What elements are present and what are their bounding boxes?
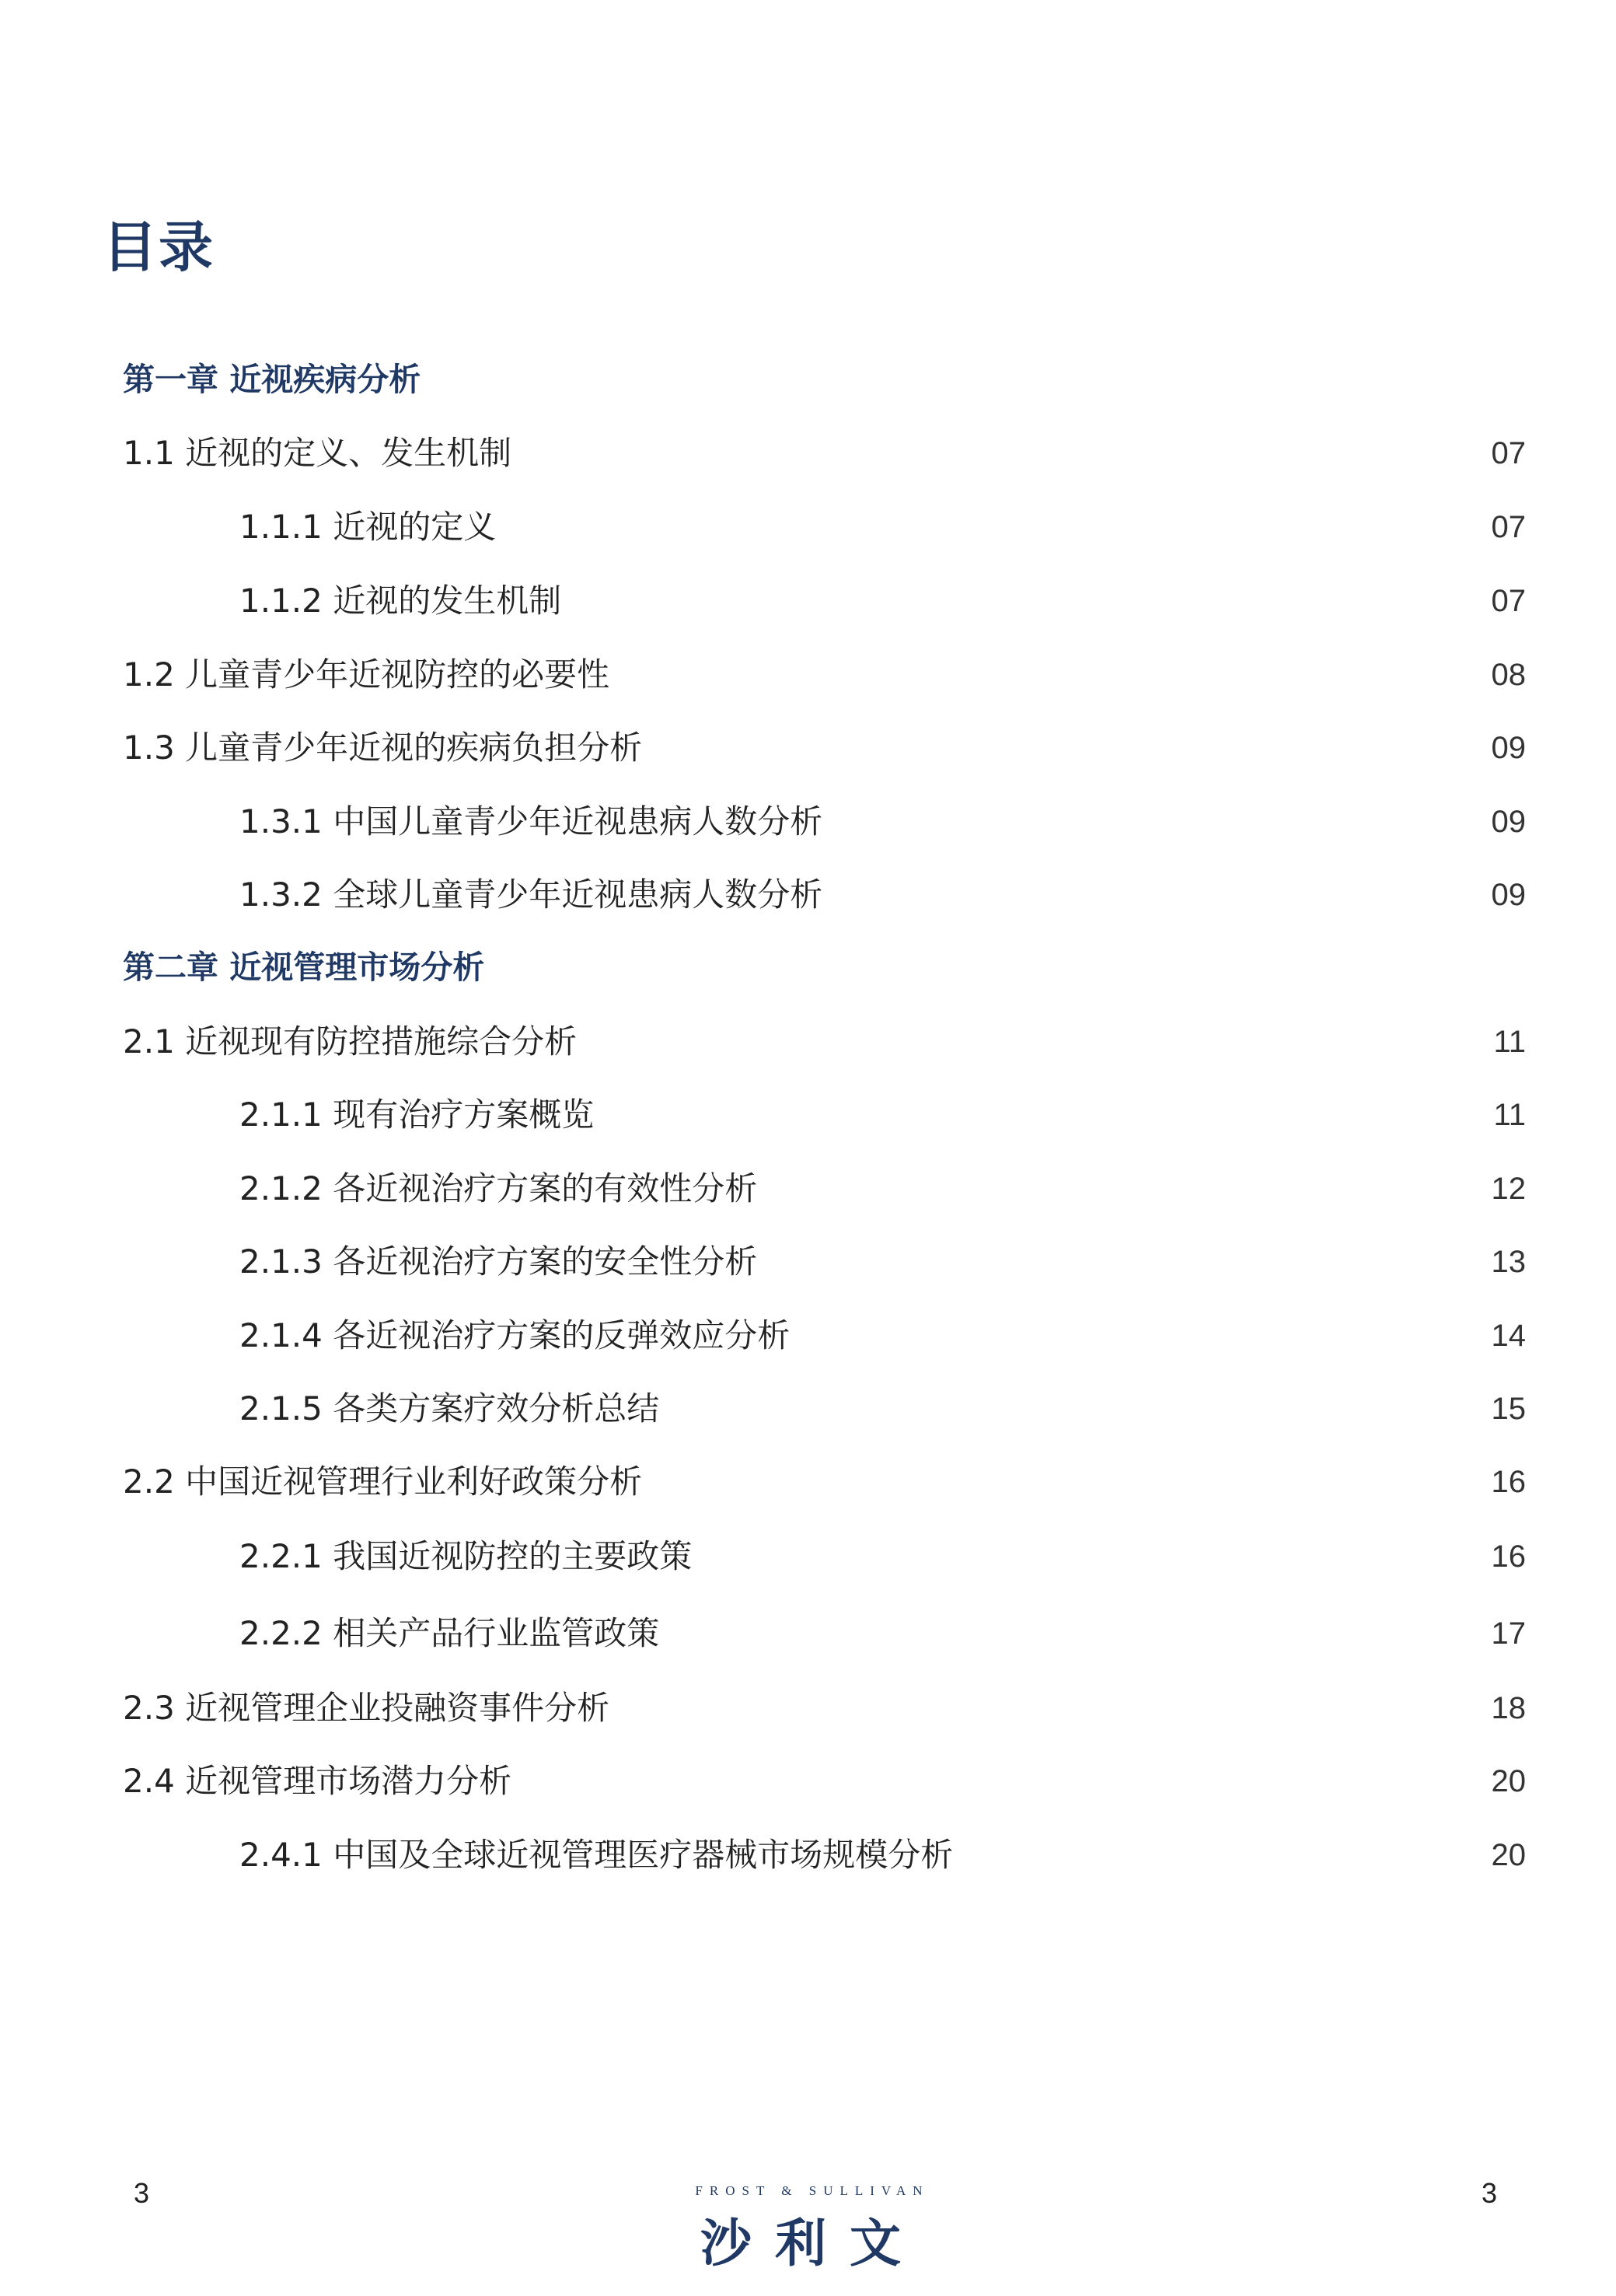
- toc-label: 2.1.3 各近视治疗方案的安全性分析: [239, 1242, 758, 1281]
- toc-page-number: 16: [1491, 1465, 1526, 1499]
- toc-page-number: 11: [1493, 1025, 1526, 1059]
- toc-entry[interactable]: [0, 430, 1616, 477]
- toc-label: 2.4 近视管理市场潜力分析: [123, 1762, 512, 1800]
- toc-page-number: 08: [1491, 658, 1526, 692]
- toc-label: 2.1.2 各近视治疗方案的有效性分析: [239, 1169, 758, 1207]
- toc-label: 1.1.1 近视的定义: [239, 508, 497, 546]
- toc-subentry[interactable]: [0, 1312, 1616, 1359]
- toc-label: 1.3.1 中国儿童青少年近视患病人数分析: [239, 802, 823, 840]
- toc-subentry[interactable]: [0, 1386, 1616, 1432]
- toc-page-number: 18: [1491, 1691, 1526, 1725]
- toc-label: 1.2 儿童青少年近视防控的必要性: [123, 655, 610, 694]
- toc-subentry[interactable]: [0, 504, 1616, 550]
- toc-label: 第二章 近视管理市场分析: [123, 949, 485, 986]
- toc-page-number: 07: [1491, 436, 1526, 470]
- toc-entry[interactable]: [0, 1685, 1616, 1732]
- toc-label: 1.3.2 全球儿童青少年近视患病人数分析: [239, 875, 823, 914]
- toc-label: 2.1 近视现有防控措施综合分析: [123, 1022, 578, 1061]
- toc-entry[interactable]: [0, 1459, 1616, 1505]
- logo-english-text: FROST & SULLIVAN: [695, 2183, 930, 2198]
- toc-entry[interactable]: [0, 1019, 1616, 1065]
- toc-subentry[interactable]: [0, 1832, 1616, 1878]
- toc-page-number: 09: [1491, 731, 1526, 765]
- toc-label: 1.1.2 近视的发生机制: [239, 582, 562, 620]
- footer-page-number-left: 3: [134, 2177, 150, 2209]
- toc-label: 2.2.2 相关产品行业监管政策: [239, 1614, 660, 1652]
- toc-page-number: 15: [1491, 1392, 1526, 1426]
- toc-subentry[interactable]: [0, 578, 1616, 624]
- logo-chinese-text: 沙利文: [700, 2214, 924, 2273]
- toc-page-number: 07: [1491, 510, 1526, 544]
- toc-label: 2.1.1 现有治疗方案概览: [239, 1096, 595, 1134]
- toc-entry[interactable]: [0, 1758, 1616, 1805]
- toc-chapter-1[interactable]: [0, 356, 1616, 403]
- toc-subentry[interactable]: [0, 1533, 1616, 1580]
- toc-page-number: 17: [1491, 1616, 1526, 1651]
- toc-chapter-2[interactable]: [0, 944, 1616, 991]
- toc-subentry[interactable]: [0, 872, 1616, 918]
- toc-page-number: 12: [1491, 1172, 1526, 1206]
- toc-label: 2.2.1 我国近视防控的主要政策: [239, 1537, 693, 1575]
- frost-sullivan-logo: [684, 2183, 941, 2273]
- toc-subentry[interactable]: [0, 1092, 1616, 1138]
- toc-entry[interactable]: [0, 725, 1616, 771]
- toc-page-number: 20: [1491, 1764, 1526, 1798]
- toc-subentry[interactable]: [0, 799, 1616, 845]
- toc-subentry[interactable]: [0, 1165, 1616, 1212]
- toc-page-number: 09: [1491, 805, 1526, 839]
- toc-label: 2.3 近视管理企业投融资事件分析: [123, 1689, 610, 1727]
- toc-page-number: 11: [1493, 1098, 1526, 1132]
- toc-page-number: 09: [1491, 878, 1526, 912]
- toc-label: 2.1.5 各类方案疗效分析总结: [239, 1389, 660, 1428]
- toc-page-number: 14: [1491, 1319, 1526, 1353]
- toc-subentry[interactable]: [0, 1239, 1616, 1285]
- toc-label: 1.3 儿童青少年近视的疾病负担分析: [123, 729, 643, 767]
- toc-entry[interactable]: [0, 652, 1616, 698]
- toc-label: 2.4.1 中国及全球近视管理医疗器械市场规模分析: [239, 1836, 954, 1874]
- toc-label: 1.1 近视的定义、发生机制: [123, 434, 512, 472]
- toc-label: 第一章 近视疾病分析: [123, 361, 421, 398]
- page-title: 目录: [103, 215, 215, 279]
- toc-page-number: 13: [1491, 1245, 1526, 1279]
- toc-subentry[interactable]: [0, 1610, 1616, 1657]
- toc-page-number: 16: [1491, 1539, 1526, 1574]
- footer-page-number-right: 3: [1482, 2177, 1498, 2209]
- toc-label: 2.2 中国近视管理行业利好政策分析: [123, 1463, 643, 1501]
- toc-page-number: 07: [1491, 584, 1526, 618]
- toc-page-number: 20: [1491, 1838, 1526, 1872]
- toc-label: 2.1.4 各近视治疗方案的反弹效应分析: [239, 1316, 791, 1354]
